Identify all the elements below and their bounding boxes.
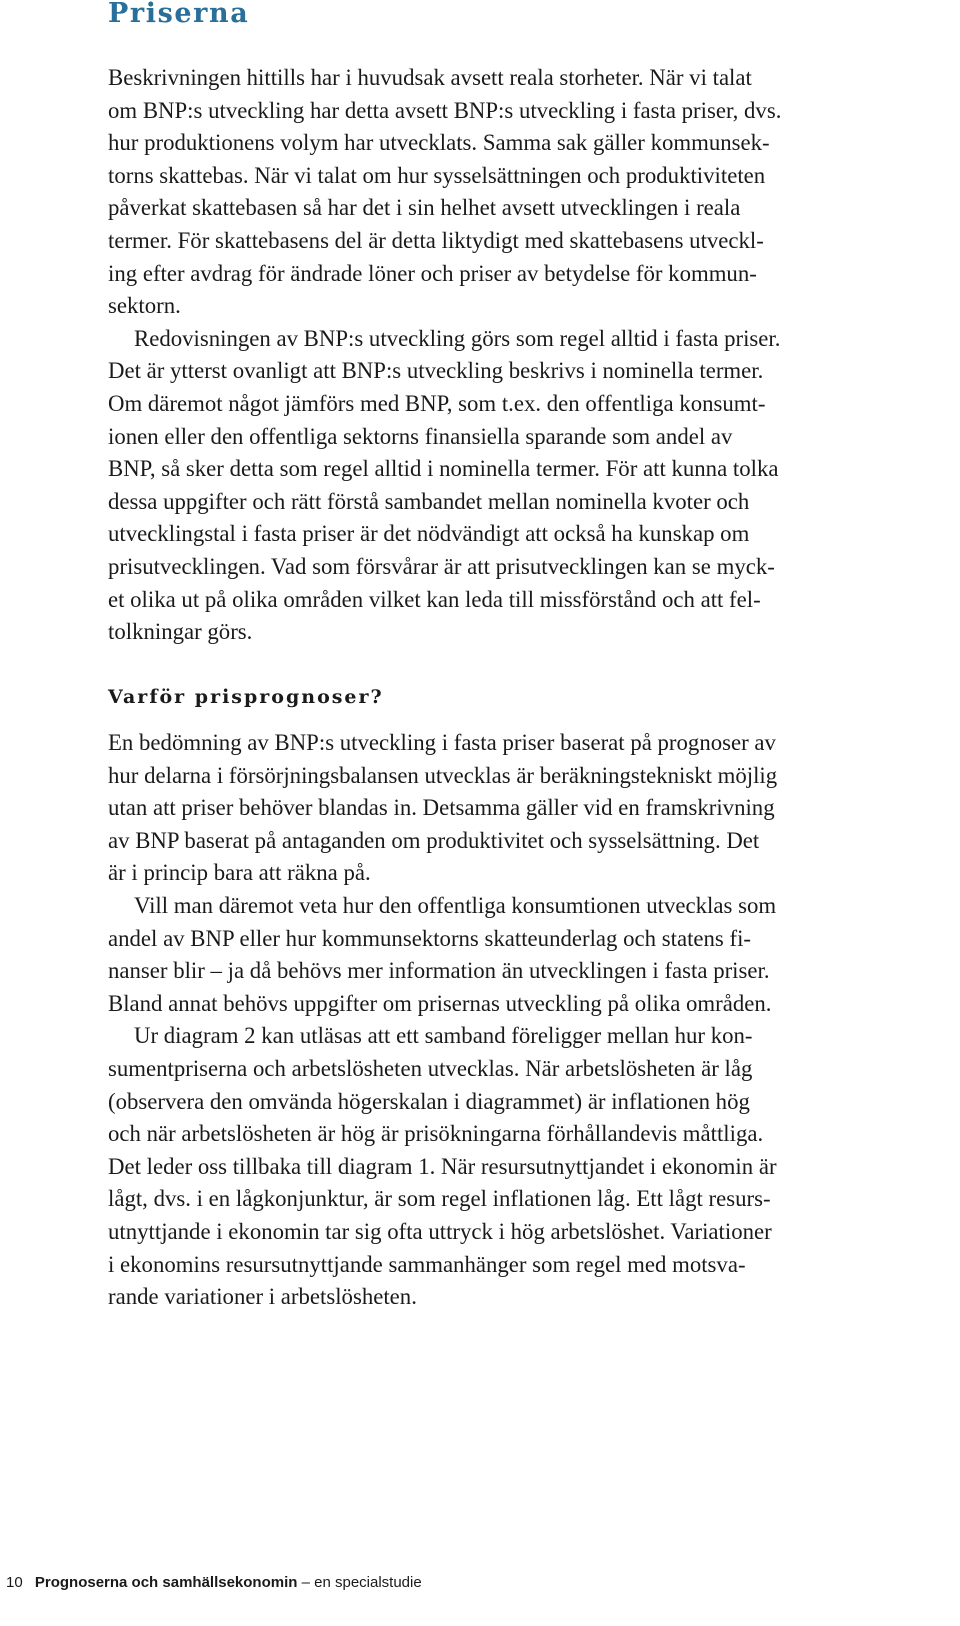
text-line: om BNP:s utveckling har detta avsett BNP:s utveckling i fasta priser, dvs. bbox=[108, 97, 782, 123]
text-line: En bedömning av BNP:s utveckling i fasta priser baserat på prognoser av bbox=[108, 730, 776, 755]
body-text-section-1 bbox=[108, 62, 908, 649]
text-line: torns skattebas. När vi talat om hur sysselsättningen och produktiviteten bbox=[108, 162, 766, 188]
text-line: termer. För skattebasens del är detta liktydigt med skattebasens utveckl- bbox=[108, 227, 764, 253]
text-line: tolkningar görs. bbox=[108, 619, 253, 645]
text-line: hur delarna i försörjningsbalansen utvecklas är beräkningstekniskt möjlig bbox=[108, 762, 778, 788]
text-line: ionen eller den offentliga sektorns finansiella sparande som andel av bbox=[108, 423, 733, 449]
text-line: Det är ytterst ovanligt att BNP:s utveckling beskrivs i nominella termer. bbox=[108, 358, 764, 384]
text-line: hur produktionens volym har utvecklats. Samma sak gäller kommunsek- bbox=[108, 130, 770, 156]
page-number: 10 bbox=[6, 1574, 23, 1591]
body-text-section-2 bbox=[108, 727, 908, 1314]
text-line: ing efter avdrag för ändrade löner och priser av betydelse för kommun- bbox=[108, 260, 757, 286]
text-line: BNP, så sker detta som regel alltid i nominella termer. För att kunna tolka bbox=[108, 456, 779, 482]
text-line: utvecklingstal i fasta priser är det nödvändigt att också ha kunskap om bbox=[108, 521, 750, 547]
subheading: Varför prisprognoser? bbox=[108, 686, 384, 708]
text-line: i ekonomins resursutnyttjande sammanhänger som regel med motsva- bbox=[108, 1251, 746, 1277]
text-line: et olika ut på olika områden vilket kan leda till missförstånd och att fel- bbox=[108, 586, 761, 612]
text-line: sektorn. bbox=[108, 293, 181, 319]
text-line: andel av BNP eller hur kommunsektorns skatteunderlag och statens fi- bbox=[108, 925, 752, 951]
text-line: rande variationer i arbetslösheten. bbox=[108, 1284, 417, 1310]
text-line: (observera den omvända högerskalan i diagrammet) är inflationen hög bbox=[108, 1088, 750, 1114]
text-line: lågt, dvs. i en lågkonjunktur, är som regel inflationen låg. Ett lågt resurs- bbox=[108, 1186, 771, 1212]
text-line: av BNP baserat på antaganden om produktivitet och sysselsättning. Det bbox=[108, 827, 760, 853]
text-line: utan att priser behöver blandas in. Detsamma gäller vid en framskrivning bbox=[108, 795, 775, 821]
text-line: Vill man däremot veta hur den offentliga konsumtionen utvecklas som bbox=[134, 892, 777, 918]
footer-dash: – bbox=[301, 1574, 310, 1591]
text-line: sumentpriserna och arbetslösheten utvecklas. När arbetslösheten är låg bbox=[108, 1055, 753, 1081]
section-title: Priserna bbox=[108, 0, 250, 29]
footer-title: Prognoserna och samhällsekonomin bbox=[34, 1574, 298, 1591]
text-line: dessa uppgifter och rätt förstå sambandet mellan nominella kvoter och bbox=[108, 488, 750, 514]
text-line: påverkat skattebasen så har det i sin helhet avsett utvecklingen i reala bbox=[108, 195, 741, 221]
page-footer bbox=[6, 1574, 422, 1591]
text-line: prisutvecklingen. Vad som försvårar är att prisutvecklingen kan se myck- bbox=[108, 553, 775, 579]
text-line: och när arbetslösheten är hög är prisökningarna förhållandevis måttliga. bbox=[108, 1121, 764, 1147]
text-line: Ur diagram 2 kan utläsas att ett samband föreligger mellan hur kon- bbox=[134, 1023, 753, 1049]
text-line: är i princip bara att räkna på. bbox=[108, 860, 371, 886]
text-line: Beskrivningen hittills har i huvudsak avsett reala storheter. När vi talat bbox=[108, 65, 752, 90]
text-line: nanser blir – ja då behövs mer information än utvecklingen i fasta priser. bbox=[108, 958, 770, 984]
text-line: Om däremot något jämförs med BNP, som t.ex. den offentliga konsumt- bbox=[108, 390, 766, 416]
text-line: Det leder oss tillbaka till diagram 1. När resursutnyttjandet i ekonomin är bbox=[108, 1153, 777, 1179]
text-line: utnyttjande i ekonomin tar sig ofta uttryck i hög arbetslöshet. Variationer bbox=[108, 1218, 772, 1244]
text-line: Bland annat behövs uppgifter om prisernas utveckling på olika områden. bbox=[108, 990, 772, 1016]
text-line: Redovisningen av BNP:s utveckling görs som regel alltid i fasta priser. bbox=[134, 325, 781, 351]
footer-subtitle: en specialstudie bbox=[314, 1574, 422, 1591]
